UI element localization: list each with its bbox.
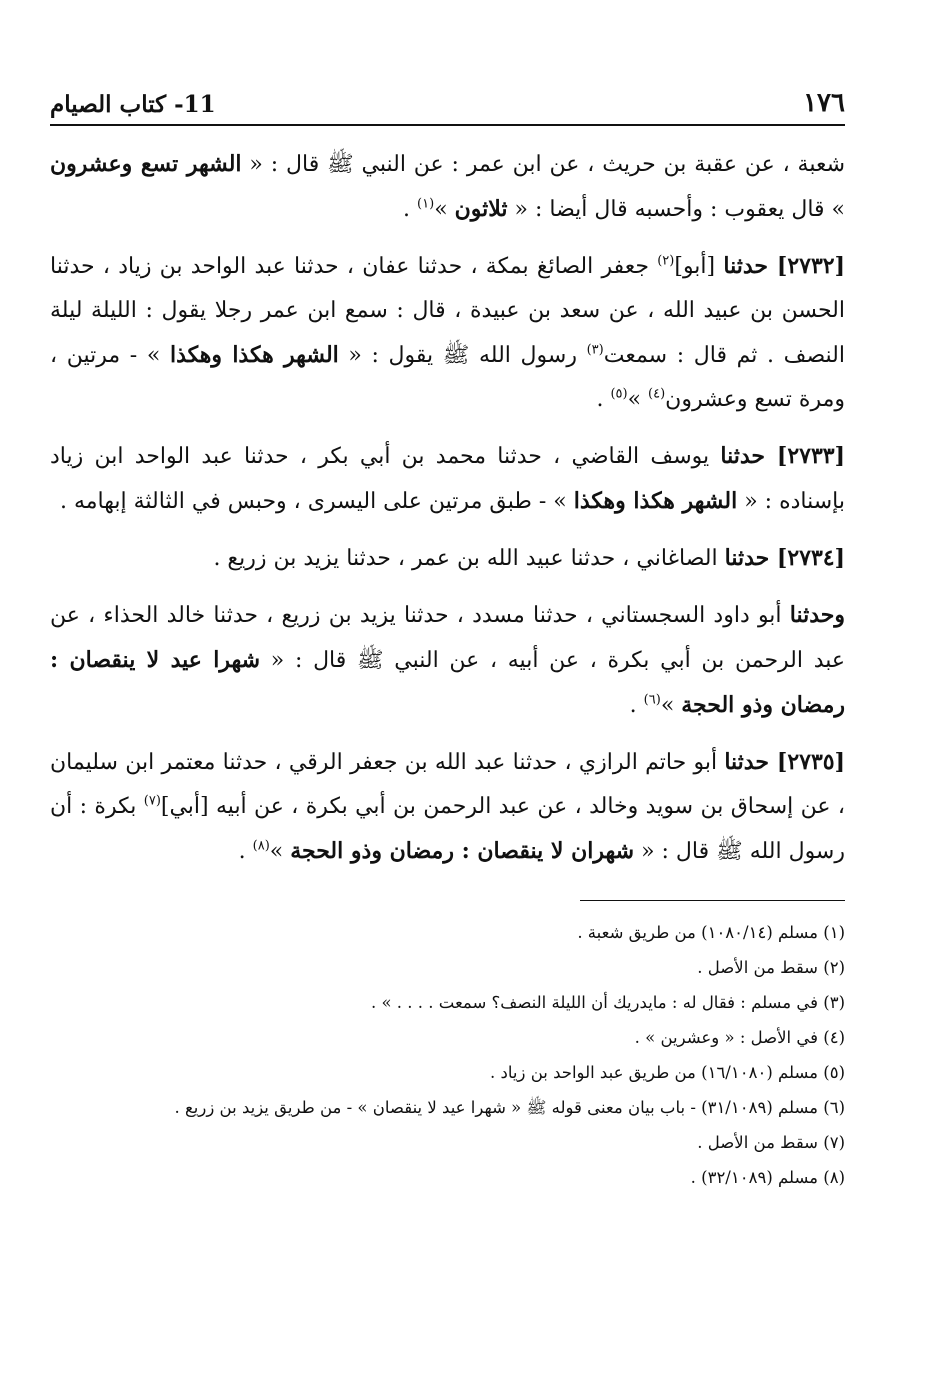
text-run: . — [238, 839, 253, 864]
text-paragraph — [50, 142, 845, 232]
text-run: . — [403, 197, 418, 222]
footnote-item: (٥) مسلم (١٦/١٠٨٠) من طريق عبد الواحد بن زياد . — [490, 1063, 845, 1082]
footnote-ref: (٦) — [643, 692, 661, 708]
text-paragraph — [50, 740, 845, 874]
footnote-ref: (٧) — [143, 793, 161, 809]
bold-text: وحدثنا — [789, 602, 845, 628]
text-paragraph — [50, 244, 845, 422]
book-page — [50, 70, 845, 1195]
text-run: الصاغاني ، حدثنا عبيد الله بن عمر ، حدثنا يزيد بن زريع . — [213, 546, 725, 571]
text-run: بكرة : أن رسول الله ﷺ قال : « — [50, 794, 845, 864]
main-text — [50, 142, 845, 874]
footnote-item: (١) مسلم (١٠٨٠/١٤) من طريق شعبة . — [577, 923, 845, 942]
bold-text: [٢٧٣٢] حدثنا — [723, 253, 845, 279]
footnote-divider — [580, 900, 845, 901]
text-run: جعفر الصائغ بمكة ، حدثنا عفان ، حدثنا عبد الواحد بن زياد ، حدثنا الحسن بن عبيد الله ، عن سعد بن عبيدة ، قال : سمع ابن عمر رجلا يقول : الليلة ليلة النصف . ثم قال : سمعت — [50, 254, 845, 368]
footnote-item: (٣) في مسلم : فقال له : مايدريك أن الليلة النصف؟ سمعت . . . . » . — [370, 993, 845, 1012]
bold-text: الشهر تسع وعشرون — [50, 151, 242, 177]
text-run: رسول الله ﷺ يقول : « — [338, 343, 587, 368]
text-run: [أبو] — [674, 254, 724, 279]
footnote-item: (٢) سقط من الأصل . — [697, 958, 845, 977]
footnote-ref: (٢) — [657, 253, 675, 269]
footnote-ref: (١) — [417, 196, 435, 212]
bold-text: [٢٧٣٥] حدثنا — [724, 749, 845, 775]
footnote-item: (٨) مسلم (٣٢/١٠٨٩) . — [690, 1168, 845, 1187]
text-run: أبو داود السجستاني ، حدثنا مسدد ، حدثنا يزيد بن زريع ، حدثنا خالد الحذاء ، عن عبد الرحمن بن أبي بكرة ، عن أبيه ، عن النبي ﷺ قال : « — [50, 603, 846, 673]
bold-text: ثلاثون — [454, 196, 508, 222]
text-run: » - طبق مرتين على اليسرى ، وحبس في الثالثة إبهامه . — [59, 489, 574, 514]
text-run: » — [660, 693, 682, 718]
text-run: . — [596, 387, 611, 412]
page-header — [50, 70, 845, 126]
book-title: 11- كتاب الصيام — [50, 91, 216, 118]
bold-text: [٢٧٣٤] حدثنا — [724, 545, 845, 571]
bold-text: شهرا عيد لا ينقصان : رمضان وذو الحجة — [50, 647, 845, 718]
footnote-item: (٤) في الأصل : « وعشرين » . — [634, 1028, 845, 1047]
bold-text: الشهر هكذا وهكذا — [169, 342, 339, 368]
text-run: شعبة ، عن عقبة بن حريث ، عن ابن عمر : عن النبي ﷺ قال : « — [241, 152, 846, 177]
text-paragraph — [50, 593, 845, 728]
footnote-ref: (٨) — [252, 838, 270, 854]
bold-text: [٢٧٣٣] حدثنا — [720, 443, 845, 469]
text-paragraph — [50, 434, 845, 524]
text-run: » - مرتين ، ومرة تسع وعشرون — [50, 343, 845, 412]
footnote-item: (٦) مسلم (٣١/١٠٨٩) - باب بيان معنى قوله ﷺ « شهرا عيد لا ينقصان » - من طريق يزيد بن زريع . — [174, 1098, 845, 1117]
text-run: » — [627, 387, 649, 412]
footnote-ref: (٤) — [648, 386, 666, 402]
page-number: ١٧٦ — [803, 88, 845, 118]
text-run: أبو حاتم الرازي ، حدثنا عبد الله بن جعفر الرقي ، حدثنا معتمر ابن سليمان ، عن إسحاق بن سويد وخالد ، عن عبد الرحمن بن أبي بكرة ، عن أبيه [أبي] — [50, 750, 845, 819]
text-run: » — [269, 839, 291, 864]
footnotes-section — [50, 915, 845, 1195]
bold-text: الشهر هكذا وهكذا — [573, 488, 738, 514]
text-run: » قال يعقوب : وأحسبه قال أيضا : « — [507, 197, 845, 222]
text-run: . — [629, 693, 644, 718]
bold-text: شهران لا ينقصان : رمضان وذو الحجة — [290, 838, 635, 864]
footnote-ref: (٥) — [610, 386, 628, 402]
text-run: يوسف القاضي ، حدثنا محمد بن أبي بكر ، حدثنا عبد الواحد ابن زياد بإسناده : « — [50, 444, 845, 514]
footnote-item: (٧) سقط من الأصل . — [697, 1133, 845, 1152]
text-paragraph — [50, 536, 845, 581]
text-run: » — [434, 197, 455, 222]
footnote-ref: (٣) — [586, 342, 604, 358]
